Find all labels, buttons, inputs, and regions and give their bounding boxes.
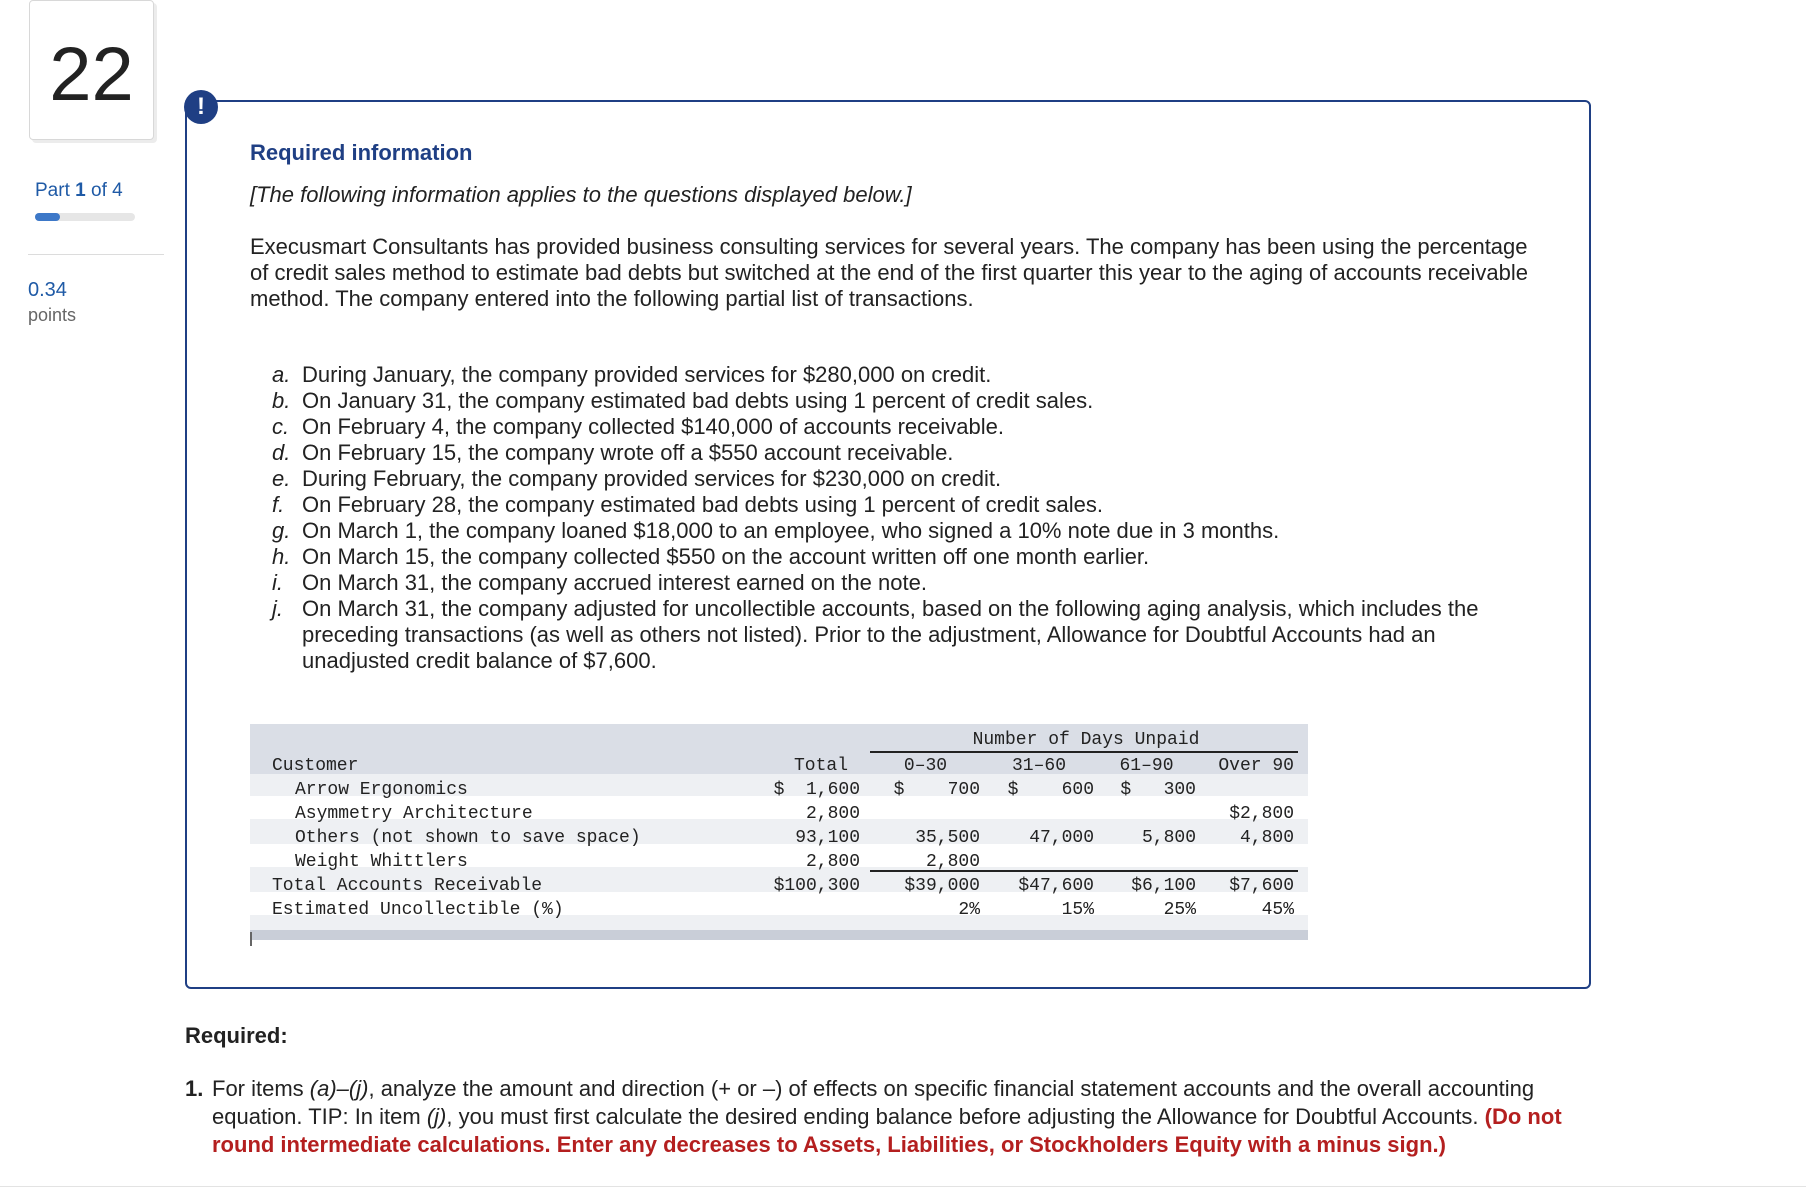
bottom-divider <box>0 1186 1806 1187</box>
requirement-number: 1. <box>185 1076 204 1101</box>
table-cell-over-90: 4,800 <box>1239 828 1294 848</box>
list-item: a. During January, the company provided services for $280,000 on credit. <box>272 362 992 387</box>
table-cell-total: 93,100 <box>795 828 860 848</box>
list-item: e. During February, the company provided services for $230,000 on credit. <box>272 466 1002 491</box>
col-header-0-30: 0–30 <box>903 756 948 776</box>
table-cell-0-30: $39,000 <box>904 876 980 896</box>
question-number: 22 <box>49 32 134 117</box>
table-cell-0-30: 2,800 <box>925 852 980 872</box>
table-cell-31-60: 15% <box>1061 900 1094 920</box>
required-information-heading: Required information <box>250 140 473 165</box>
table-cell-61-90: 25% <box>1163 900 1196 920</box>
table-cell-over-90: $7,600 <box>1229 876 1294 896</box>
required-heading: Required: <box>185 1023 288 1048</box>
requirement-1 <box>185 1075 1605 1159</box>
aging-analysis-table <box>250 724 1308 940</box>
col-header-over-90: Over 90 <box>1218 756 1294 776</box>
question-number-card[interactable] <box>29 0 154 140</box>
table-cell-total: $100,300 <box>773 876 860 896</box>
part-progress-fill <box>35 213 60 221</box>
instruction-note: (Do not round intermediate calculations. Enter any decreases to Assets, Liabilities, or Stockholders Equity with a minus sign.) <box>212 1104 1562 1157</box>
sidebar-divider <box>28 254 164 255</box>
table-cell-customer: Total Accounts Receivable <box>272 876 543 896</box>
days-unpaid-group-header: Number of Days Unpaid <box>972 730 1200 750</box>
table-cell-31-60: 47,000 <box>1029 828 1094 848</box>
table-cell-31-60: $47,600 <box>1018 876 1094 896</box>
scenario-intro: Execusmart Consultants has provided business consulting services for several years. The company has been using the percentage of credit sales method to estimate bad debts but switched at the end of the first quarter this year to the aging of accounts receivable method. The company entered into the following partial list of transactions. <box>250 234 1528 311</box>
table-cell-over-90: $2,800 <box>1229 804 1294 824</box>
table-cell-61-90: $6,100 <box>1131 876 1196 896</box>
information-note: [The following information applies to the questions displayed below.] <box>250 182 912 207</box>
table-cell-customer: Asymmetry Architecture <box>295 804 533 824</box>
part-progress-bar <box>35 213 135 221</box>
col-header-customer: Customer <box>272 756 359 776</box>
table-cell-0-30: $ 700 <box>893 780 980 800</box>
part-label: Part <box>35 180 70 201</box>
points-value: 0.34 <box>28 279 67 301</box>
table-cell-total: 2,800 <box>805 852 860 872</box>
list-item: i. On March 31, the company accrued interest earned on the note. <box>272 570 927 595</box>
table-cell-customer: Arrow Ergonomics <box>295 780 468 800</box>
table-cell-31-60: $ 600 <box>1007 780 1094 800</box>
table-cell-0-30: 35,500 <box>915 828 980 848</box>
part-of: of 4 <box>91 180 123 201</box>
transaction-list <box>272 362 1542 674</box>
part-indicator <box>35 180 123 202</box>
table-cell-over-90: 45% <box>1261 900 1294 920</box>
table-cell-customer: Weight Whittlers <box>295 852 468 872</box>
list-item: d. On February 15, the company wrote off a $550 account receivable. <box>272 440 954 465</box>
alert-icon: ! <box>184 90 218 124</box>
table-bottom-bar <box>250 930 1308 940</box>
points-label: points <box>28 305 77 325</box>
table-cell-customer: Others (not shown to save space) <box>295 828 641 848</box>
col-header-31-60: 31–60 <box>1011 756 1066 776</box>
list-item: f. On February 28, the company estimated bad debts using 1 percent of credit sales. <box>272 492 1104 517</box>
list-item: b. On January 31, the company estimated bad debts using 1 percent of credit sales. <box>272 388 1094 413</box>
table-cell-total: $ 1,600 <box>773 780 860 800</box>
table-cell-total: 2,800 <box>805 804 860 824</box>
group-header-rule <box>870 751 1298 753</box>
requirement-text: For items (a)–(j), analyze the amount and direction (+ or –) of effects on specific financial statement accounts and the overall accounting equation. TIP: In item (j), you must first calculate the desired ending balance before adjusting the Allowance for Doubtful Accounts. (Do not round intermediate calculations. Enter any decreases to Assets, Liabilities, or Stockholders Equity with a minus sign.) <box>212 1076 1562 1157</box>
list-item: j. On March 31, the company adjusted for uncollectible accounts, based on the following aging analysis, which includes the preceding transactions (as well as others not listed). Prior to the adjustment, Allowance for Doubtful Accounts had an unadjusted credit balance of $7,600. <box>272 596 1479 673</box>
col-header-total: Total <box>793 756 848 776</box>
part-current: 1 <box>75 180 86 201</box>
table-cell-customer: Estimated Uncollectible (%) <box>272 900 564 920</box>
list-item: c. On February 4, the company collected $140,000 of accounts receivable. <box>272 414 1004 439</box>
table-cell-61-90: $ 300 <box>1120 780 1196 800</box>
table-left-marker <box>250 932 252 946</box>
table-cell-0-30: 2% <box>958 900 980 920</box>
list-item: g. On March 1, the company loaned $18,000 to an employee, who signed a 10% note due in 3 months. <box>272 518 1280 543</box>
list-item: h. On March 15, the company collected $550 on the account written off one month earlier. <box>272 544 1150 569</box>
col-header-61-90: 61–90 <box>1119 756 1174 776</box>
table-cell-61-90: 5,800 <box>1141 828 1196 848</box>
